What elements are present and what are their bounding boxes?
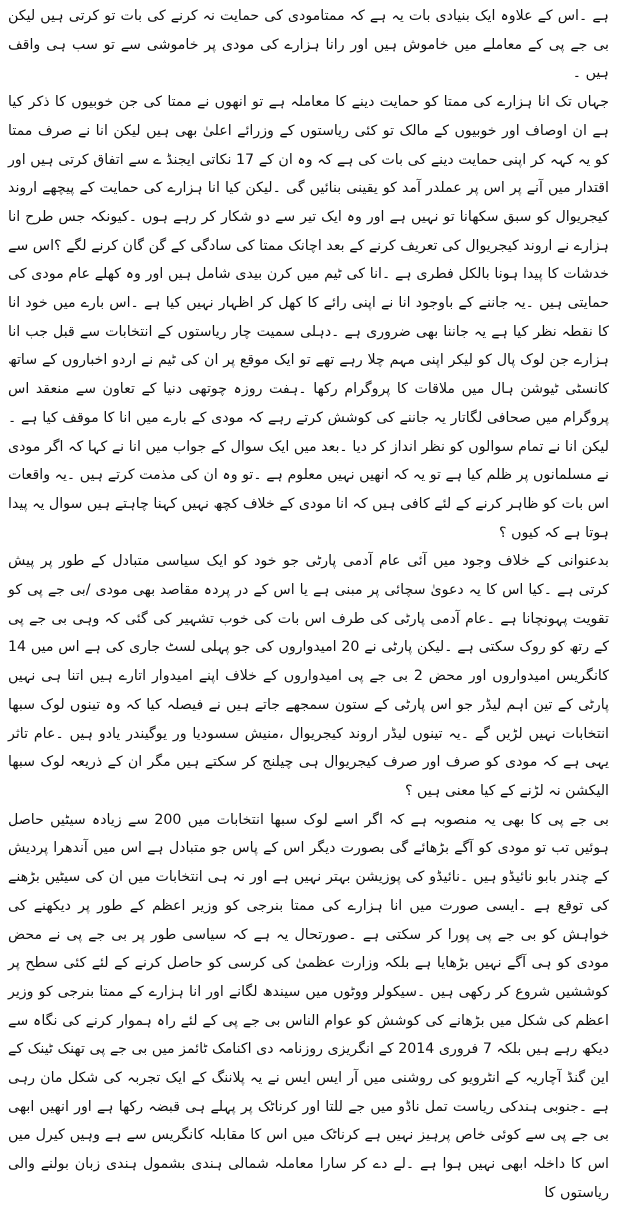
paragraph-1: ہے ۔اس کے علاوہ ایک بنیادی بات یہ ہے کہ ممتامودی کی حمایت نہ کرنے کی بات تو کرتی ہیں لیکن بی جے پی کے معاملے میں خاموش ہیں اور رانا ہزارے کی مودی پر خاموشی سے تو سب ہی واقف ہیں ۔ [8, 8, 609, 82]
paragraph-4: بی جے پی کا بھی یہ منصوبہ ہے کہ اگر اسے لوک سبھا انتخابات میں 200 سے زیادہ سیٹیں حاصل ہوئیں تب تو مودی کو آگے بڑھائے گی بصورت دیگر اس کے پاس جو متبادل ہے اس میں آندھرا پردیش کے چندر بابو نائیڈو ہیں ۔نائیڈو کی پوزیشن بہتر نہیں ہے اور نہ ہی انتخابات میں ان کی سیٹیں بڑھنے کی توقع ہے ۔ایسی صورت میں انا ہزارے کی ممتا بنرجی کو وزیر اعظم کے طور پر دیکھنے کی خواہش کو بی جے پی پورا کر سکتی ہے ۔صورتحال یہ ہے کہ سیاسی طور پر بی جے پی نے محض مودی کو ہی آگے نہیں بڑھایا ہے بلکہ وزارت عظمیٰ کی کرسی کو حاصل کرنے کے لئے کئی سطح پر کوششیں شروع کر رکھی ہیں ۔سیکولر ووٹوں میں سیندھ لگانے اور انا ہزارے کے ممتا بنرجی کو وزیر اعظم کی شکل میں بڑھانے کی کوشش کو عوام الناس بی جے پی کے لئے راہ ہموار کرنے کی نگاہ سے دیکھ رہے ہیں بلکہ 7 فروری 2014 کے انگریزی روزنامہ دی اکنامک ٹائمز میں بی جے پی تھنک ٹینک کے این گنڈ آچاریہ کے انٹرویو کی روشنی میں آر ایس ایس نے یہ پلاننگ کے ایک تجربہ کی شکل مان رہی ہے ۔جنوبی ہندکی ریاست تمل ناڈو میں جے للتا اور کرناٹک پر پہلے ہی قبضہ رکھا ہے اور انھیں ابھی بی جے پی سے کوئی خاص پرہیز نہیں ہے کرناٹک میں اس کا مقابلہ کانگریس سے ہے وہیں کیرل میں اس کا داخلہ ابھی نہیں ہوا ہے ۔لے دے کر سارا معاملہ شمالی ہندی بشمول ہندی زبان بولنے والی ریاستوں کا [8, 811, 609, 1201]
paragraph-3: بدعنوانی کے خلاف وجود میں آئی عام آدمی پارٹی جو خود کو ایک سیاسی متبادل کے طور پر پیش کرتی ہے ۔کیا اس کا یہ دعویٰ سچائی پر مبنی ہے یا اس کے در پردہ مقاصد بھی مودی /بی جے پی کو تقویت پہونچانا ہے ۔عام آدمی پارٹی کی طرف اس بات کی خوب تشہیر کی گئی کہ وہی بی جے پی کے رتھ کو روک سکتی ہے ۔لیکن پارٹی نے 20 امیدواروں کی جو پہلی لسٹ جاری کی ہے اس میں 14 کانگریس امیدواروں اور محض 2 بی جے پی امیدواروں کے خلاف اپنے امیدوار اتارے ہیں اتنا ہی نہیں پارٹی کے تین اہم لیڈر جو اس پارٹی کے ستون سمجھے جاتے ہیں نے فیصلہ کیا کہ وہ تینوں لوک سبھا انتخابات نہیں لڑیں گے ۔یہ تینوں لیڈر اروند کیجریوال ،منیش سسودیا ور یوگیندر یادو ہیں ۔عام تاثر یہی ہے کہ مودی کو صرف اور صرف کیجریوال ہی چیلنج کر سکتے ہیں مگر ان کے ذریعہ لوک سبھا الیکشن نہ لڑنے کے کیا معنی ہیں ؟ [8, 553, 609, 799]
paragraph-2: جہاں تک انا ہزارے کی ممتا کو حمایت دینے کا معاملہ ہے تو انھوں نے ممتا کی جن خوبیوں کا ذکر کیا ہے ان اوصاف اور خوبیوں کے مالک تو کئی ریاستوں کے وزرائے اعلیٰ بھی ہیں لیکن انا نے صرف ممتا کو یہ کہہ کر اپنی حمایت دینے کی بات کی ہے کہ وہ ان کے 17 نکاتی ایجنڈ ے سے اتفاق کرتی ہیں اور اقتدار میں آنے پر اس پر عملدر آمد کو یقینی بنائیں گی ۔لیکن کیا انا ہزارے کی حمایت کے پیچھے اروند کیجریوال کو سبق سکھانا تو نہیں ہے اور وہ ایک تیر سے دو شکار کر رہے ہوں ۔کیونکہ جس طرح انا ہزارے نے اروند کیجریوال کی تعریف کرنے کے بعد اچانک ممتا کی سادگی کے گن گان کرنے لگے ؟اس سے خدشات کا پیدا ہونا بالکل فطری ہے ۔انا کی ٹیم میں کرن بیدی شامل ہیں اور وہ کھلے عام مودی کی حمایتی ہیں ۔یہ جاننے کے باوجود انا نے اپنی رائے کا کھل کر اظہار نہیں کیا ہے ۔اس بارے میں خود انا کا نقطہ نظر کیا ہے یہ جاننا بھی ضروری ہے ۔دہلی سمیت چار ریاستوں کے انتخابات سے قبل جب انا ہزارے جن لوک پال کو لیکر اپنی مہم چلا رہے تھے تو ایک موقع پر ان کی ٹیم نے اردو اخباروں کے ساتھ کانسٹی ٹیوشن ہال میں ملاقات کا پروگرام رکھا ۔ہفت روزہ چوتھی دنیا کے تعاون سے منعقد اس پروگرام میں صحافی لگاتار یہ جاننے کی کوشش کرتے رہے کہ مودی کے بارے میں انا کا موقف کیا ہے ۔لیکن انا نے تمام سوالوں کو نظر انداز کر دیا ۔بعد میں ایک سوال کے جواب میں انا نے کہا کہ اگر مودی نے مسلمانوں پر ظلم کیا ہے تو یہ کہ انھیں نہیں معلوم ہے ۔تو وہ ان کی مذمت کرتے ہیں ۔یہ واقعات اس بات کو ظاہر کرنے کے لئے کافی ہیں کہ انا مودی کے خلاف کچھ نہیں کہنا چاہتے ہیں سوال یہ پیدا ہوتا ہے کہ کیوں ؟ [8, 94, 609, 541]
